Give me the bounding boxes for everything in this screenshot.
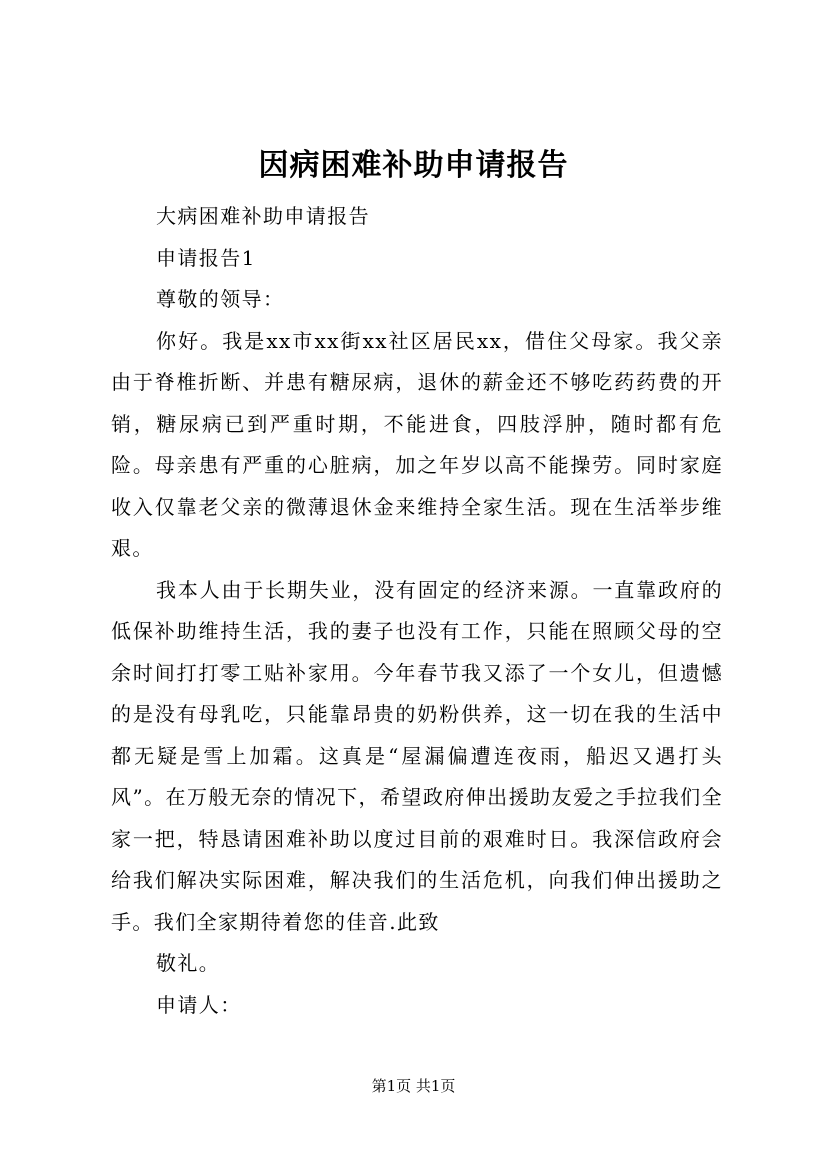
closing-line: 敬礼。 xyxy=(156,951,221,975)
signature-label: 申请人： xyxy=(156,992,242,1017)
subtitle-line: 大病困难补助申请报告 xyxy=(156,204,370,228)
body-paragraph-2: 我本人由于长期失业，没有固定的经济来源。一直靠政府的低保补助维持生活，我的妻子也没有工作，只能在照顾父母的空余时间打打零工贴补家用。今年春节我又添了一个女儿，但遗憾的是没有母乳吃，只能靠昂贵的奶粉供养，这一切在我的生活中都无疑是雪上加霜。这真是“屋漏偏遭连夜雨，船迟又遇打头风”。在万般无奈的情况下，希望政府伸出援助友爱之手拉我们全家一把，特恳请困难补助以度过目前的艰难时日。我深信政府会给我们解决实际困难，解决我们的生活危机，向我们伸出援助之手。我们全家期待着您的佳音.此致 xyxy=(111,577,723,934)
document-title: 因病困难补助申请报告 xyxy=(258,148,569,183)
report-label-line: 申请报告1 xyxy=(156,245,256,270)
body-paragraph-1: 你好。我是xx市xx街xx社区居民xx，借住父母家。我父亲由于脊椎折断、并患有糖尿病，退休的薪金还不够吃药药费的开销，糖尿病已到严重时期，不能进食，四肢浮肿，随时都有危险。母亲患有严重的心脏病，加之年岁以高不能操劳。同时家庭收入仅靠老父亲的微薄退休金来维持全家生活。现在生活举步维艰。 xyxy=(111,328,723,560)
page-footer: 第1页 共1页 xyxy=(371,1077,456,1095)
document-body xyxy=(111,196,723,1026)
salutation-line: 尊敬的领导： xyxy=(156,287,285,311)
